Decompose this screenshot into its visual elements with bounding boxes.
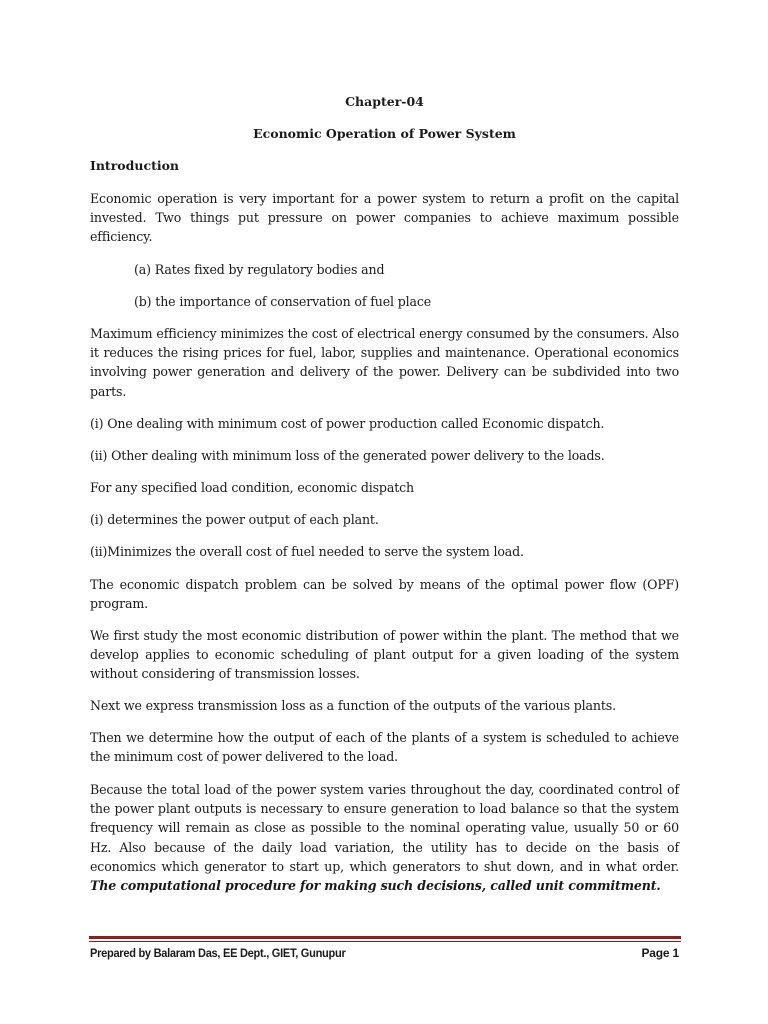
paragraph-maximum-efficiency: Maximum efficiency minimizes the cost of electrical energy consumed by the consumers. Also it reduces the rising prices for fuel, labor, supplies and maintenance. Operational economics involving power generation and delivery of the power. Delivery can be subdivided into two parts. [90,326,679,399]
list-item-a: (a) Rates fixed by regulatory bodies and [134,262,385,277]
chapter-title: Economic Operation of Power System [253,126,516,141]
list-item-ii-minimizes-cost: (ii)Minimizes the overall cost of fuel needed to serve the system load. [90,544,524,559]
section-heading: Introduction [90,158,180,173]
paragraph-intro: Economic operation is very important for a power system to return a profit on the capital invested. Two things put pressure on power companies to achieve maximum possible efficiency. [90,191,679,245]
footer-page-number: Page 1 [641,946,679,960]
list-item-b: (b) the importance of conservation of fuel place [134,294,432,309]
list-item-i-power-output: (i) determines the power output of each plant. [90,512,379,527]
paragraph-economic-distribution: We first study the most economic distribution of power within the plant. The method that we develop applies to economic scheduling of plant output for a given loading of the system without considering of transmission losses. [90,628,679,682]
list-item-i-economic-dispatch: (i) One dealing with minimum cost of power production called Economic dispatch. [90,416,605,431]
chapter-label: Chapter-04 [345,94,424,109]
footer-author: Prepared by Balaram Das, EE Dept., GIET, Gunupur [90,946,346,960]
paragraph-opf: The economic dispatch problem can be solved by means of the optimal power flow (OPF) program. [90,577,679,612]
paragraph-scheduling: Then we determine how the output of each of the plants of a system is scheduled to achieve the minimum cost of power delivered to the load. [90,730,679,765]
list-item-ii-minimum-loss: (ii) Other dealing with minimum loss of the generated power delivery to the loads. [90,448,605,463]
paragraph-unit-commitment-text: Because the total load of the power system varies throughout the day, coordinated control of the power plant outputs is necessary to ensure generation to load balance so that the system frequency will remain as close as possible to the nominal operating value, usually 50 or 60 Hz. Also because of the daily load variation, the utility has to decide on the basis of economics which generator to start up, which generators to shut down, and in what order. [90,782,679,874]
paragraph-load-condition: For any specified load condition, economic dispatch [90,480,414,495]
paragraph-transmission-loss: Next we express transmission loss as a function of the outputs of the various plants. [90,698,616,713]
footer-rule-thick [89,936,681,939]
footer-rule-thin [89,941,681,942]
paragraph-unit-commitment [90,780,679,895]
unit-commitment-emphasis: The computational procedure for making such decisions, called unit commitment. [90,878,661,894]
